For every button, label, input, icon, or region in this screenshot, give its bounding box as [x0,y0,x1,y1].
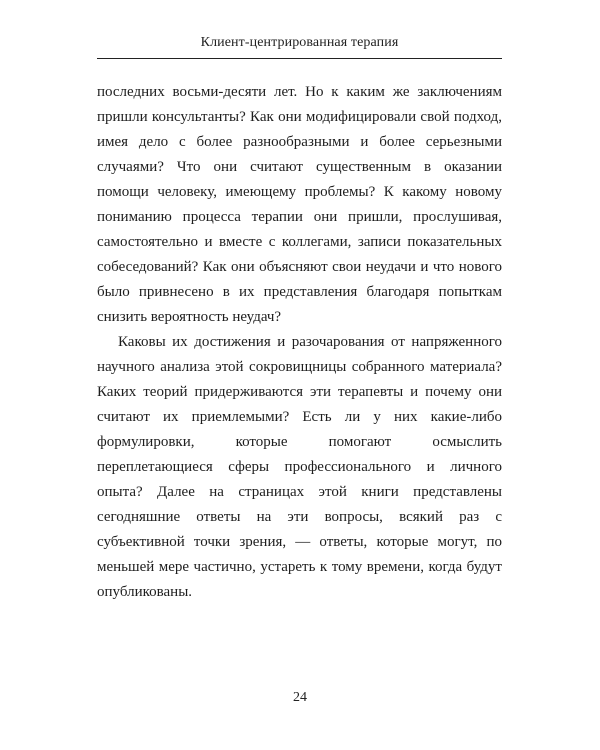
paragraph-1: последних восьми-десяти лет. Но к каким же заключениям пришли консультанты? Как они модифицировали свой подход, имея дело с более разнообразными и более серьезными случаями? Что они считают существенным в оказании помощи человеку, имеющему проблемы? К какому новому пониманию процесса терапии они пришли, прослушивая, самостоятельно и вместе с коллегами, записи показательных собеседований? Как они объясняют свои неудачи и что нового было привнесено в их представления благодаря попыткам снизить вероятность неудач? [97,84,502,325]
paragraph-2: Каковы их достижения и разочарования от напряженного научного анализа этой сокровищницы собранного материала? Каких теорий придерживаются эти терапевты и почему они считают их приемлемыми? Есть ли у них какие-либо формулировки, которые помогают осмыслить переплетающиеся сферы профессионального и личного опыта? Далее на страницах этой книги представлены сегодняшние ответы на эти вопросы, всякий раз с субъективной точки зрения, — ответы, которые могут, по меньшей мере частично, устареть к тому времени, когда будут опубликованы. [97,334,502,600]
header-rule [97,58,502,59]
body-text [97,80,502,605]
page-number: 24 [293,690,307,705]
running-head: Клиент-центрированная терапия [200,35,399,50]
